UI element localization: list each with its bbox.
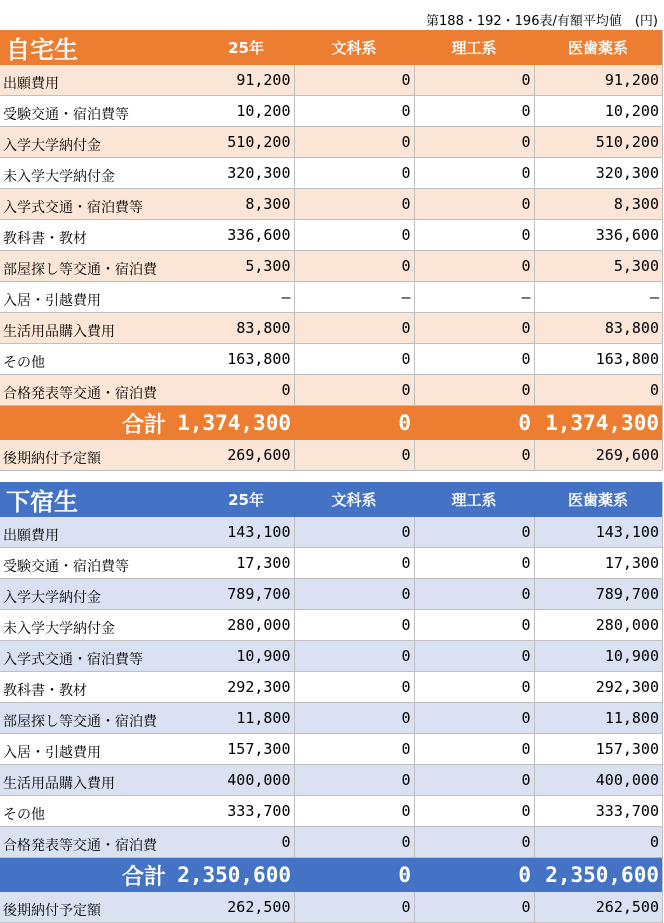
cell-value: 400,000 (534, 765, 662, 796)
cell-value: 400,000 (172, 765, 294, 796)
cell-value: 0 (294, 517, 414, 548)
total-value: 0 (414, 858, 534, 893)
column-header-year: 25年 (172, 482, 294, 517)
column-header-science: 理工系 (414, 30, 534, 65)
cell-value: 0 (414, 65, 534, 96)
row-label: 入学大学納付金 (0, 127, 172, 158)
header-row (0, 482, 662, 517)
cell-value: 0 (294, 579, 414, 610)
cell-value: 510,200 (534, 127, 662, 158)
cell-value: 0 (414, 703, 534, 734)
table-row (0, 158, 662, 189)
cell-value: 91,200 (534, 65, 662, 96)
cell-value: 143,100 (172, 517, 294, 548)
cell-value: — (414, 282, 534, 313)
cell-value: 0 (414, 610, 534, 641)
cell-value: 0 (534, 827, 662, 858)
total-value: 2,350,600 (534, 858, 662, 893)
table-row (0, 610, 662, 641)
total-value: 1,374,300 (534, 406, 662, 441)
cell-value: 157,300 (534, 734, 662, 765)
cell-value: 83,800 (172, 313, 294, 344)
table-row (0, 127, 662, 158)
total-value: 2,350,600 (172, 858, 294, 893)
cell-value: 0 (294, 189, 414, 220)
column-header-science: 理工系 (414, 482, 534, 517)
cell-value: 269,600 (172, 440, 294, 471)
table-row (0, 796, 662, 827)
total-value: 0 (294, 406, 414, 441)
column-header-year: 25年 (172, 30, 294, 65)
total-row (0, 858, 662, 893)
cell-value: 0 (294, 796, 414, 827)
row-label: 出願費用 (0, 517, 172, 548)
row-label: 部屋探し等交通・宿泊費 (0, 251, 172, 282)
table-note: 第188・192・196表/有額平均値 (円) (426, 14, 658, 29)
table-row (0, 641, 662, 672)
cell-value: 0 (294, 344, 414, 375)
cell-value: 269,600 (534, 440, 662, 471)
cell-value: 0 (294, 892, 414, 923)
cell-value: 0 (294, 65, 414, 96)
cell-value: 0 (414, 641, 534, 672)
cell-value: 0 (294, 672, 414, 703)
cell-value: 0 (414, 548, 534, 579)
row-label: 合格発表等交通・宿泊費 (0, 375, 172, 406)
row-label: 出願費用 (0, 65, 172, 96)
cell-value: 0 (414, 440, 534, 471)
cell-value: 8,300 (172, 189, 294, 220)
row-label: 教科書・教材 (0, 220, 172, 251)
cell-value: 336,600 (172, 220, 294, 251)
section-boarding-students (0, 482, 663, 923)
table-row (0, 375, 662, 406)
row-label: 教科書・教材 (0, 672, 172, 703)
table-row (0, 672, 662, 703)
table-row (0, 579, 662, 610)
cell-value: 0 (294, 765, 414, 796)
cell-value: 0 (534, 375, 662, 406)
cell-value: 0 (414, 734, 534, 765)
cell-value: 91,200 (172, 65, 294, 96)
table-row (0, 734, 662, 765)
row-label: 生活用品購入費用 (0, 313, 172, 344)
column-header-medical: 医歯薬系 (534, 482, 662, 517)
total-value: 1,374,300 (172, 406, 294, 441)
table-row (0, 65, 662, 96)
section-title: 自宅生 (0, 30, 172, 65)
cell-value: 0 (294, 96, 414, 127)
column-header-humanities: 文科系 (294, 30, 414, 65)
row-label: 未入学大学納付金 (0, 158, 172, 189)
table-row (0, 282, 662, 313)
row-label: 後期納付予定額 (0, 892, 172, 923)
cell-value: — (172, 282, 294, 313)
table-row (0, 96, 662, 127)
cell-value: 0 (414, 189, 534, 220)
row-label: 入居・引越費用 (0, 282, 172, 313)
row-label: 受験交通・宿泊費等 (0, 548, 172, 579)
cell-value: 0 (414, 517, 534, 548)
table-row (0, 517, 662, 548)
table-row (0, 251, 662, 282)
cell-value: 0 (294, 703, 414, 734)
cell-value: 789,700 (172, 579, 294, 610)
row-label: 入学式交通・宿泊費等 (0, 641, 172, 672)
row-label: 後期納付予定額 (0, 440, 172, 471)
row-label: 入居・引越費用 (0, 734, 172, 765)
row-label: 未入学大学納付金 (0, 610, 172, 641)
table-row (0, 344, 662, 375)
cell-value: 262,500 (172, 892, 294, 923)
cell-value: 0 (294, 158, 414, 189)
table-row (0, 313, 662, 344)
row-label: 受験交通・宿泊費等 (0, 96, 172, 127)
cell-value: 0 (414, 313, 534, 344)
section-title: 下宿生 (0, 482, 172, 517)
cell-value: 0 (294, 313, 414, 344)
cell-value: 292,300 (172, 672, 294, 703)
cell-value: 17,300 (172, 548, 294, 579)
deferred-payment-row (0, 892, 662, 923)
cell-value: 0 (294, 548, 414, 579)
cell-value: 0 (294, 251, 414, 282)
cell-value: 0 (172, 375, 294, 406)
cell-value: 10,900 (172, 641, 294, 672)
header-row (0, 30, 662, 65)
column-header-medical: 医歯薬系 (534, 30, 662, 65)
total-label: 合計 (0, 406, 172, 441)
cost-table-boarding (0, 482, 662, 923)
row-label: その他 (0, 796, 172, 827)
cell-value: 0 (294, 641, 414, 672)
cell-value: 333,700 (172, 796, 294, 827)
cell-value: 0 (294, 127, 414, 158)
row-label: 入学大学納付金 (0, 579, 172, 610)
total-value: 0 (414, 406, 534, 441)
cell-value: 262,500 (534, 892, 662, 923)
cell-value: 0 (294, 375, 414, 406)
table-row (0, 548, 662, 579)
cell-value: 510,200 (172, 127, 294, 158)
cell-value: 336,600 (534, 220, 662, 251)
deferred-payment-row (0, 440, 662, 471)
table-row (0, 765, 662, 796)
cell-value: 0 (294, 220, 414, 251)
cell-value: 0 (414, 96, 534, 127)
cell-value: 333,700 (534, 796, 662, 827)
cell-value: 0 (294, 610, 414, 641)
cell-value: 5,300 (534, 251, 662, 282)
cell-value: 10,900 (534, 641, 662, 672)
row-label: 部屋探し等交通・宿泊費 (0, 703, 172, 734)
row-label: その他 (0, 344, 172, 375)
cell-value: 10,200 (534, 96, 662, 127)
cell-value: 5,300 (172, 251, 294, 282)
cell-value: 789,700 (534, 579, 662, 610)
cell-value: 320,300 (534, 158, 662, 189)
total-value: 0 (294, 858, 414, 893)
cell-value: 0 (294, 827, 414, 858)
table-row (0, 827, 662, 858)
cell-value: 0 (294, 734, 414, 765)
cell-value: 0 (294, 440, 414, 471)
row-label: 合格発表等交通・宿泊費 (0, 827, 172, 858)
cell-value: 0 (414, 579, 534, 610)
cell-value: 0 (414, 220, 534, 251)
cell-value: 0 (414, 796, 534, 827)
cell-value: 83,800 (534, 313, 662, 344)
cell-value: 292,300 (534, 672, 662, 703)
cell-value: — (294, 282, 414, 313)
cell-value: 0 (414, 251, 534, 282)
cell-value: 0 (414, 127, 534, 158)
cell-value: 163,800 (534, 344, 662, 375)
cell-value: 280,000 (534, 610, 662, 641)
cell-value: 8,300 (534, 189, 662, 220)
cell-value: 0 (414, 672, 534, 703)
cell-value: 280,000 (172, 610, 294, 641)
cell-value: 0 (414, 827, 534, 858)
cell-value: 0 (414, 158, 534, 189)
total-label: 合計 (0, 858, 172, 893)
column-header-humanities: 文科系 (294, 482, 414, 517)
total-row (0, 406, 662, 441)
cell-value: 0 (414, 765, 534, 796)
cell-value: 10,200 (172, 96, 294, 127)
cell-value: 143,100 (534, 517, 662, 548)
cell-value: 0 (172, 827, 294, 858)
row-label: 生活用品購入費用 (0, 765, 172, 796)
cost-table-commuting (0, 30, 662, 471)
table-row (0, 220, 662, 251)
cell-value: 163,800 (172, 344, 294, 375)
cell-value: 157,300 (172, 734, 294, 765)
cell-value: — (534, 282, 662, 313)
section-commuting-students (0, 30, 663, 471)
cell-value: 0 (414, 375, 534, 406)
cell-value: 320,300 (172, 158, 294, 189)
cell-value: 11,800 (534, 703, 662, 734)
row-label: 入学式交通・宿泊費等 (0, 189, 172, 220)
table-row (0, 189, 662, 220)
table-row (0, 703, 662, 734)
cell-value: 0 (414, 892, 534, 923)
cell-value: 0 (414, 344, 534, 375)
cell-value: 11,800 (172, 703, 294, 734)
cell-value: 17,300 (534, 548, 662, 579)
